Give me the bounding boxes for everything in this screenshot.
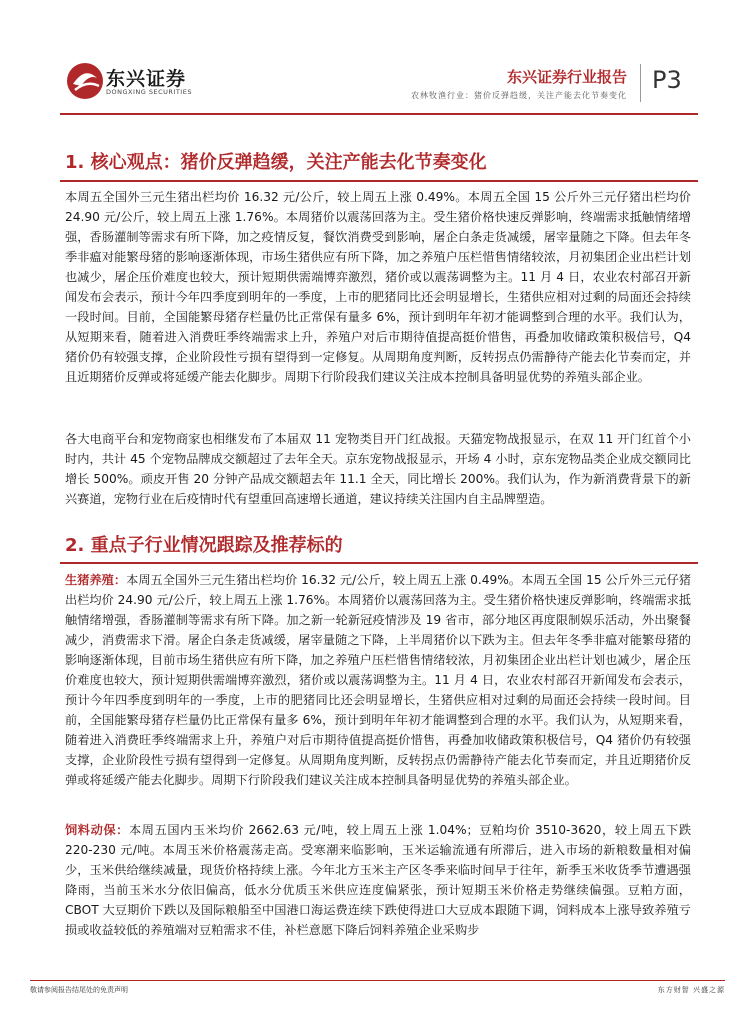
brand-name: 东兴证券 bbox=[106, 68, 187, 90]
feed-text: 本周五国内玉米均价 2662.63 元/吨，较上周五上涨 1.04%；豆粕均价 3510-3620，较上周五下跌 220-230 元/吨。本周玉米价格震荡走高。受寒潮来临影响，玉米运输流通有所滞后，进入市场的新粮数量相对偏少，玉米供给继续减量，现货价格持续上涨。今年北方玉米主产区冬季来临时间早于往年，新季玉米收货季节遭遇强降雨，当前玉米水分依旧偏高，低水分优质玉米供应连度偏紧张，预计短期玉米价格走势继续偏强。豆粕方面，CBOT 大豆期价下跌以及国际粮船至中国港口海运费连续下跌使得进口大豆成本跟随下调，饲料成本上涨导致养殖亏损或收益较低的养殖端对豆粕需求不佳，补栏意愿下降后饲料养殖企业采购步 bbox=[65, 823, 692, 937]
section1-rule bbox=[60, 180, 698, 182]
feed-paragraph bbox=[65, 820, 691, 940]
hog-paragraph bbox=[65, 570, 691, 790]
page-header bbox=[0, 0, 755, 110]
section1-paragraph-1: 本周五全国外三元生猪出栏均价 16.32 元/公斤，较上周五上涨 0.49%。本周五全国 15 公斤外三元仔猪出栏均价 24.90 元/公斤，较上周五上涨 1.76%。本周猪价以震荡回落为主。受生猪价格快速反弹影响，终端需求抵触情绪增强，香肠灌制等需求有所下降，加之疫情反复，餐饮消费受到影响，屠企白条走货减缓，屠宰量随之下降。但去年冬季非瘟对能繁母猪的影响逐渐体现，市场生猪供应有所下降，加之养殖户压栏惜售情绪较浓，月初集团企业出栏计划也减少，屠企压价难度也较大，预计短期供需端博弈激烈，猪价或以震荡调整为主。11 月 4 日，农业农村部召开新闻发布会表示，预计今年四季度到明年的一季度，上市的肥猪同比还会明显增长，生猪供应相对过剩的局面还会持续一段时间。目前，全国能繁母猪存栏量仍比正常保有量多 6%，预计到明年年初才能调整到合理的水平。我们认为，从短期来看，随着进入消费旺季终端需求上升，养殖户对后市期待值提高挺价惜售，再叠加收储政策积极信号，Q4 猪价仍有较强支撑，企业阶段性亏损有望得到一定修复。从周期角度判断，反转拐点仍需静待产能去化节奏而定，并且近期猪价反弹或将延缓产能去化脚步。周期下行阶段我们建议关注成本控制具备明显优势的养殖头部企业。 bbox=[65, 190, 691, 384]
report-subtitle: 农林牧渔行业：猪价反弹趋缓，关注产能去化节奏变化 bbox=[411, 91, 627, 100]
feed-lead: 饲料动保： bbox=[65, 823, 129, 837]
page-number: P3 bbox=[652, 66, 682, 94]
section2-rule bbox=[60, 562, 698, 564]
report-title: 东兴证券行业报告 bbox=[506, 68, 627, 86]
section1-paragraph-2: 各大电商平台和宠物商家也相继发布了本届双 11 宠物类目开门红战报。天猫宠物战报显示，在双 11 开门红首个小时内，共计 45 个宠物品牌成交额超过了去年全天。京东宠物战报显示，开场 4 小时，京东宠物品类企业成交额同比增长 500%。顽皮开售 20 分钟产品成交额超去年 11.1 全天，同比增长 200%。我们认为，作为新消费背景下的新兴赛道，宠物行业在后疫情时代有望重回高速增长通道，建议持续关注国内自主品牌塑造。 bbox=[65, 432, 691, 506]
footer-slogan: 东方财智 兴盛之源 bbox=[657, 986, 725, 994]
footer-rule bbox=[30, 980, 725, 981]
header-rule bbox=[60, 113, 698, 115]
header-divider bbox=[640, 64, 641, 102]
hog-lead: 生猪养殖： bbox=[65, 573, 127, 587]
footer-disclaimer: 敬请参阅报告结尾处的免责声明 bbox=[30, 986, 128, 994]
brand-name-en: DONGXING SECURITIES bbox=[106, 88, 192, 96]
section2-heading: 2. 重点子行业情况跟踪及推荐标的 bbox=[65, 535, 343, 556]
hog-text: 本周五全国外三元生猪出栏均价 16.32 元/公斤，较上周五上涨 0.49%。本周五全国 15 公斤外三元仔猪出栏均价 24.90 元/公斤，较上周五上涨 1.76%。本周猪价以震荡回落为主。受生猪价格快速反弹影响，终端需求抵触情绪增强，香肠灌制等需求有所下降。加之新一轮新冠疫情涉及 19 省市，部分地区再度限制娱乐活动，外出聚餐减少，消费需求下滑。屠企白条走货减缓，屠宰量随之下降，上半周猪价以下跌为主。但去年冬季非瘟对能繁母猪的影响逐渐体现，目前市场生猪供应有所下降，加之养殖户压栏惜售情绪较浓，月初集团企业出栏计划也减少，屠企压价难度也较大，预计短期供需端博弈激烈，猪价或以震荡调整为主。11 月 4 日，农业农村部召开新闻发布会表示，预计今年四季度到明年的一季度，上市的肥猪同比还会明显增长，生猪供应相对过剩的局面还会持续一段时间。目前，全国能繁母猪存栏量仍比正常保有量多 6%，预计到明年年初才能调整到合理的水平。我们认为，从短期来看，随着进入消费旺季终端需求上升，养殖户对后市期待值提高挺价惜售，再叠加收储政策积极信号，Q4 猪价仍有较强支撑，企业阶段性亏损有望得到一定修复。从周期角度判断，反转拐点仍需静待产能去化节奏而定，并且近期猪价反弹或将延缓产能去化脚步。周期下行阶段我们建议关注成本控制具备明显优势的养殖头部企业。 bbox=[65, 573, 692, 787]
section1-heading: 1. 核心观点：猪价反弹趋缓，关注产能去化节奏变化 bbox=[65, 152, 487, 173]
